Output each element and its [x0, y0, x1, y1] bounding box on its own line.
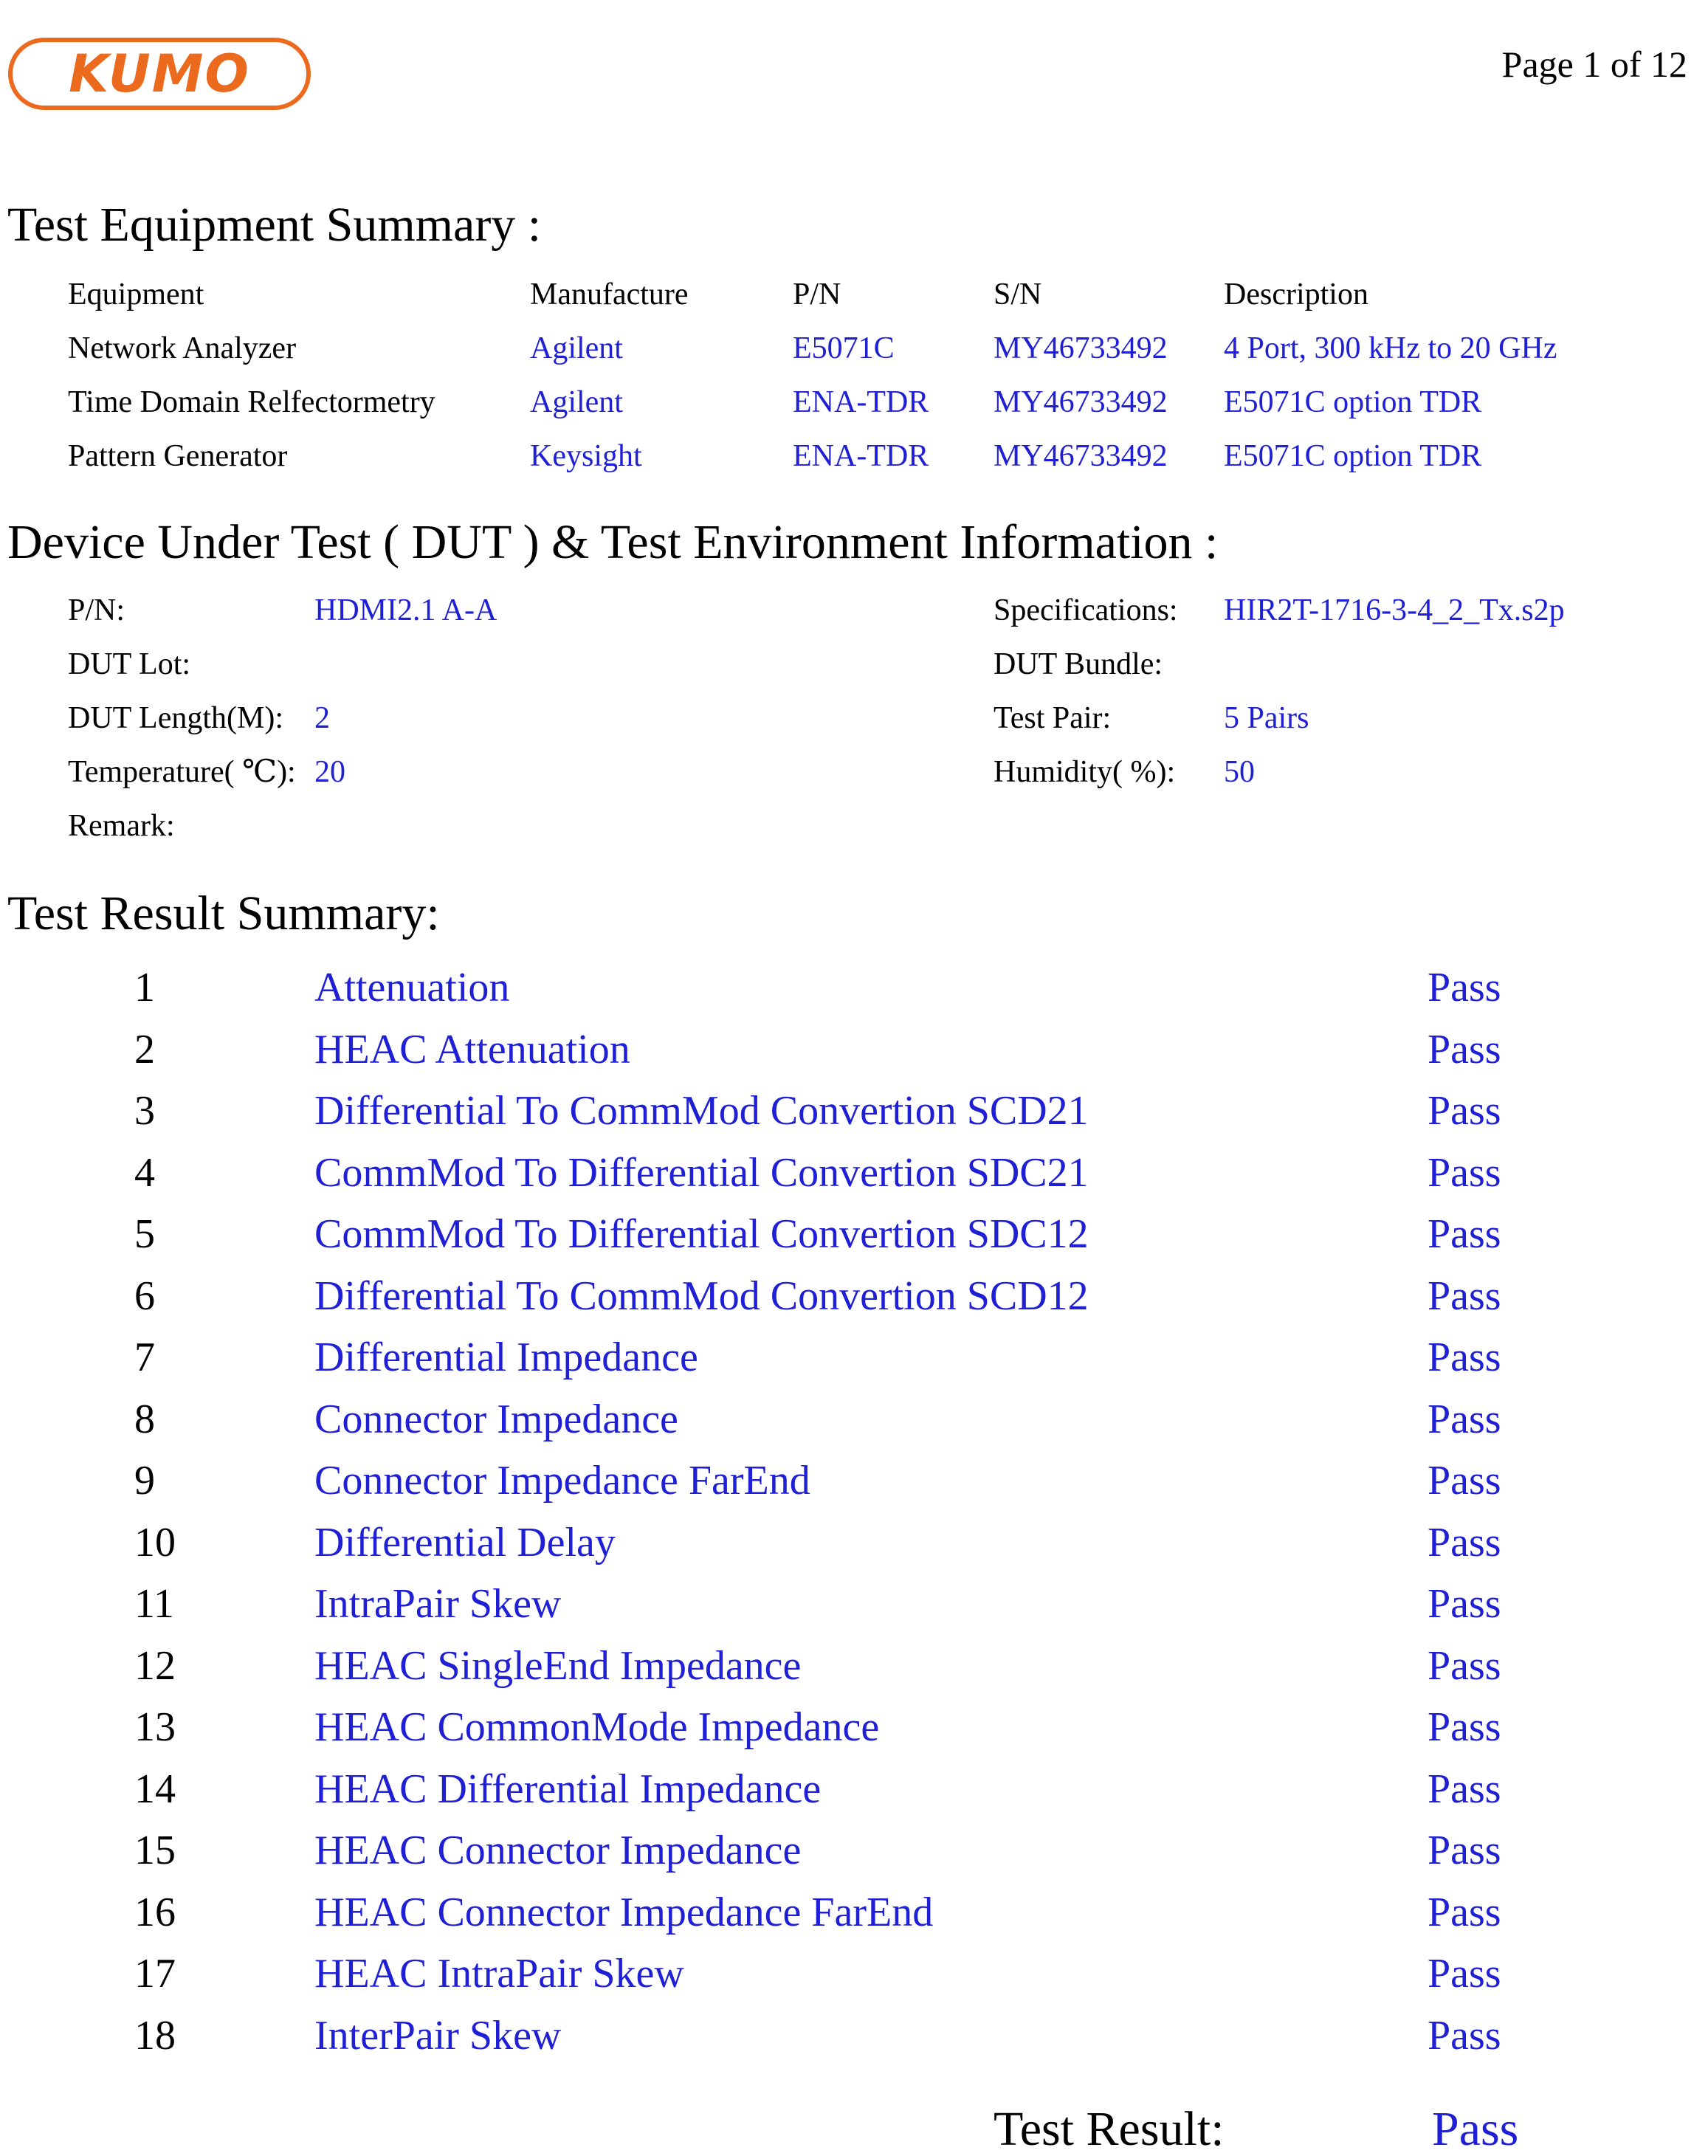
- result-test-name: HEAC CommonMode Impedance: [314, 1704, 880, 1750]
- result-number: 6: [134, 1272, 155, 1319]
- final-result-label: Test Result:: [994, 2102, 1225, 2156]
- dut-bundle-label: DUT Bundle:: [994, 647, 1163, 681]
- result-number: 7: [134, 1334, 155, 1380]
- dut-pn-value: HDMI2.1 A-A: [314, 593, 497, 627]
- equipment-sn: MY46733492: [994, 385, 1168, 419]
- equipment-header-sn: S/N: [994, 278, 1042, 311]
- result-number: 16: [134, 1889, 176, 1935]
- results-section-title: Test Result Summary:: [7, 886, 440, 940]
- result-status: Pass: [1428, 1642, 1501, 1689]
- kumo-logo: [7, 35, 311, 112]
- dut-humidity-value: 50: [1224, 755, 1255, 789]
- result-number: 11: [134, 1581, 174, 1627]
- dut-spec-value: HIR2T-1716-3-4_2_Tx.s2p: [1224, 593, 1565, 627]
- result-test-name: InterPair Skew: [314, 2012, 562, 2059]
- result-test-name: CommMod To Differential Convertion SDC12: [314, 1211, 1089, 1257]
- dut-length-label: DUT Length(M):: [68, 701, 284, 735]
- equipment-sn: MY46733492: [994, 439, 1168, 473]
- equipment-manufacture: Keysight: [530, 439, 642, 473]
- result-status: Pass: [1428, 1828, 1501, 1873]
- result-test-name: Attenuation: [314, 965, 510, 1010]
- equipment-pn: E5071C: [793, 331, 895, 365]
- equipment-pn: ENA-TDR: [793, 385, 929, 419]
- result-number: 15: [134, 1828, 176, 1873]
- result-number: 4: [134, 1149, 155, 1196]
- dut-length-value: 2: [314, 701, 330, 735]
- result-number: 9: [134, 1458, 155, 1504]
- equipment-header-manufacture: Manufacture: [530, 278, 689, 311]
- dut-section-title: Device Under Test ( DUT ) & Test Environment Information :: [7, 515, 1219, 569]
- result-test-name: Differential To CommMod Convertion SCD21: [314, 1088, 1089, 1134]
- result-status: Pass: [1428, 1951, 1501, 1997]
- result-test-name: HEAC Attenuation: [314, 1026, 630, 1072]
- equipment-name: Time Domain Relfectormetry: [68, 385, 435, 419]
- equipment-description: E5071C option TDR: [1224, 439, 1482, 473]
- result-status: Pass: [1428, 1211, 1501, 1257]
- result-status: Pass: [1428, 1581, 1501, 1627]
- result-number: 12: [134, 1642, 176, 1689]
- dut-pair-label: Test Pair:: [994, 701, 1112, 735]
- result-test-name: HEAC Differential Impedance: [314, 1766, 822, 1812]
- result-number: 2: [134, 1026, 155, 1072]
- result-status: Pass: [1428, 1088, 1501, 1134]
- result-number: 5: [134, 1211, 155, 1257]
- result-test-name: IntraPair Skew: [314, 1581, 562, 1627]
- result-status: Pass: [1428, 2012, 1501, 2059]
- result-status: Pass: [1428, 1766, 1501, 1812]
- result-status: Pass: [1428, 1519, 1501, 1566]
- result-number: 10: [134, 1519, 176, 1566]
- result-number: 18: [134, 2012, 176, 2059]
- result-number: 3: [134, 1088, 155, 1134]
- equipment-name: Pattern Generator: [68, 439, 288, 473]
- equipment-header-equipment: Equipment: [68, 278, 204, 311]
- result-status: Pass: [1428, 1889, 1501, 1935]
- result-status: Pass: [1428, 1458, 1501, 1504]
- dut-remark-label: Remark:: [68, 809, 175, 843]
- result-status: Pass: [1428, 1272, 1501, 1319]
- equipment-header-pn: P/N: [793, 278, 841, 311]
- result-status: Pass: [1428, 1149, 1501, 1196]
- equipment-sn: MY46733492: [994, 331, 1168, 365]
- result-status: Pass: [1428, 965, 1501, 1010]
- result-test-name: Connector Impedance: [314, 1396, 678, 1442]
- result-status: Pass: [1428, 1704, 1501, 1750]
- result-test-name: Connector Impedance FarEnd: [314, 1458, 810, 1504]
- dut-temperature-label: Temperature( ℃):: [68, 755, 296, 789]
- equipment-description: 4 Port, 300 kHz to 20 GHz: [1224, 331, 1557, 365]
- equipment-manufacture: Agilent: [530, 385, 623, 419]
- dut-spec-label: Specifications:: [994, 593, 1178, 627]
- result-test-name: Differential Impedance: [314, 1334, 698, 1380]
- result-number: 1: [134, 965, 155, 1010]
- result-status: Pass: [1428, 1396, 1501, 1442]
- result-number: 14: [134, 1766, 176, 1812]
- result-test-name: Differential To CommMod Convertion SCD12: [314, 1272, 1089, 1319]
- equipment-manufacture: Agilent: [530, 331, 623, 365]
- result-test-name: CommMod To Differential Convertion SDC21: [314, 1149, 1089, 1196]
- page-number: Page 1 of 12: [1501, 44, 1687, 85]
- result-number: 8: [134, 1396, 155, 1442]
- result-number: 17: [134, 1951, 176, 1997]
- equipment-section-title: Test Equipment Summary :: [7, 198, 542, 252]
- result-number: 13: [134, 1704, 176, 1750]
- result-status: Pass: [1428, 1334, 1501, 1380]
- equipment-description: E5071C option TDR: [1224, 385, 1482, 419]
- dut-lot-label: DUT Lot:: [68, 647, 191, 681]
- svg-text:KUMO: KUMO: [69, 44, 250, 104]
- result-test-name: HEAC Connector Impedance FarEnd: [314, 1889, 934, 1935]
- result-test-name: HEAC IntraPair Skew: [314, 1951, 684, 1997]
- final-result-value: Pass: [1432, 2102, 1519, 2156]
- equipment-header-description: Description: [1224, 278, 1368, 311]
- result-status: Pass: [1428, 1026, 1501, 1072]
- equipment-pn: ENA-TDR: [793, 439, 929, 473]
- result-test-name: HEAC SingleEnd Impedance: [314, 1642, 802, 1689]
- dut-temperature-value: 20: [314, 755, 345, 789]
- dut-pair-value: 5 Pairs: [1224, 701, 1309, 735]
- dut-pn-label: P/N:: [68, 593, 125, 627]
- equipment-name: Network Analyzer: [68, 331, 297, 365]
- result-test-name: HEAC Connector Impedance: [314, 1828, 802, 1873]
- result-test-name: Differential Delay: [314, 1519, 616, 1566]
- dut-humidity-label: Humidity( %):: [994, 755, 1176, 789]
